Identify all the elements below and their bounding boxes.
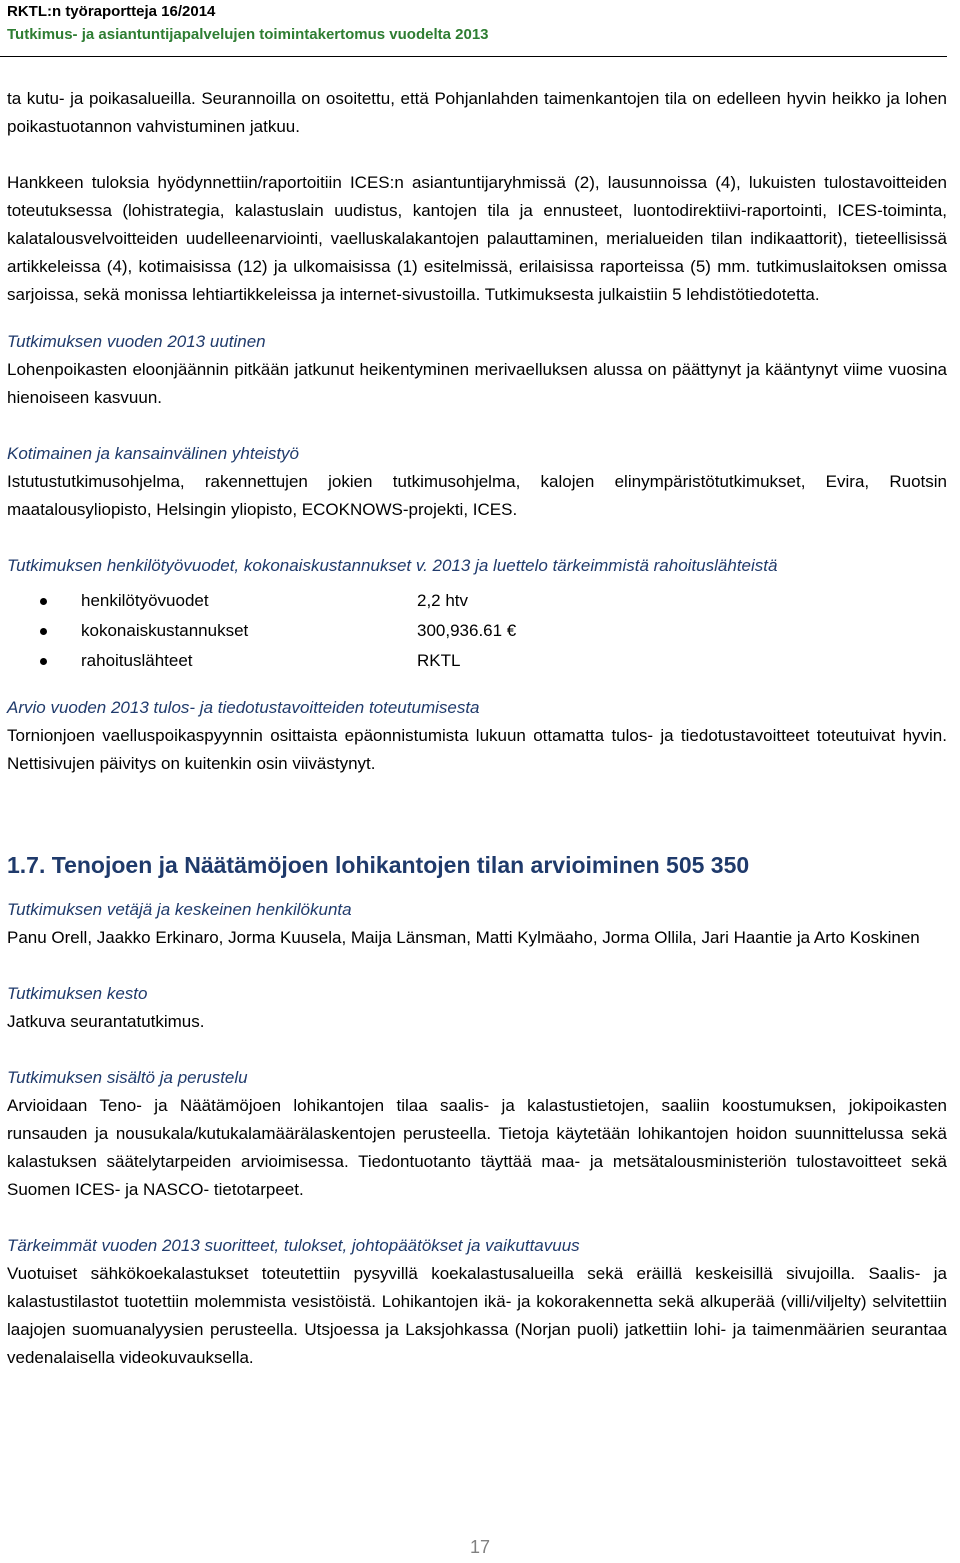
- bullet-icon: [40, 628, 47, 635]
- list-item: [7, 586, 947, 616]
- header-divider: [0, 56, 947, 57]
- resource-value: 2,2 htv: [417, 591, 469, 610]
- cooperation-heading: Kotimainen ja kansainvälinen yhteistyö: [7, 444, 300, 463]
- news-text: Lohenpoikasten eloonjäännin pitkään jatkunut heikentyminen merivaelluksen alussa on päättynyt ja kääntynyt viime vuosina hienoiseen kasvuun.: [7, 360, 947, 407]
- resource-label: henkilötyövuodet: [81, 591, 209, 610]
- section-title: 1.7. Tenojoen ja Näätämöjoen lohikantojen tilan arvioiminen 505 350: [7, 852, 750, 878]
- leader-text: Panu Orell, Jaakko Erkinaro, Jorma Kuusela, Maija Länsman, Matti Kylmäaho, Jorma Ollila, Jari Haantie ja Arto Koskinen: [7, 928, 920, 947]
- content-heading: Tutkimuksen sisältö ja perustelu: [7, 1068, 248, 1087]
- resource-label: rahoituslähteet: [81, 651, 193, 670]
- document-body: [7, 85, 947, 1372]
- content-text: Arvioidaan Teno- ja Näätämöjoen lohikantojen tilaa saalis- ja kalastustietojen, saaliin koostumuksen, jokipoikasten runsauden ja nousukala/kutukalamäärälaskentojen perusteella. Tietoja käytetään lohikantojen hoidon suunnittelussa sekä kalastuksen säätelytarpeiden arvioimisessa. Tiedontuotanto täyttää maa- ja metsätalousministeriön tulostavoitteet sekä Suomen ICES- ja NASCO- tietotarpeet.: [7, 1096, 947, 1199]
- list-item: [7, 616, 947, 646]
- resource-value: RKTL: [417, 651, 461, 670]
- duration-heading: Tutkimuksen kesto: [7, 984, 148, 1003]
- resource-label: kokonaiskustannukset: [81, 621, 249, 640]
- intro-paragraph-1: ta kutu- ja poikasalueilla. Seurannoilla on osoitettu, että Pohjanlahden taimenkantojen tila on edelleen hyvin heikko ja lohen poikastuotannon vahvistuminen jatkuu.: [7, 89, 947, 136]
- resource-value: 300,936.61 €: [417, 621, 517, 640]
- list-item: [7, 646, 947, 676]
- achievements-heading: Tärkeimmät vuoden 2013 suoritteet, tulokset, johtopäätökset ja vaikuttavuus: [7, 1236, 580, 1255]
- resources-heading: Tutkimuksen henkilötyövuodet, kokonaiskustannukset v. 2013 ja luettelo tärkeimmistä rahoituslähteistä: [7, 556, 778, 575]
- news-heading: Tutkimuksen vuoden 2013 uutinen: [7, 332, 266, 351]
- bullet-icon: [40, 598, 47, 605]
- page-number: 17: [469, 1537, 491, 1557]
- duration-text: Jatkuva seurantatutkimus.: [7, 1012, 205, 1031]
- report-series-title: RKTL:n työraportteja 16/2014: [7, 3, 216, 20]
- report-subtitle: Tutkimus- ja asiantuntijapalvelujen toimintakertomus vuodelta 2013: [7, 26, 489, 43]
- bullet-icon: [40, 658, 47, 665]
- evaluation-heading: Arvio vuoden 2013 tulos- ja tiedotustavoitteiden toteutumisesta: [7, 698, 480, 717]
- evaluation-text: Tornionjoen vaelluspoikaspyynnin osittaista epäonnistumista lukuun ottamatta tulos- ja tiedotustavoitteet toteutuivat hyvin. Nettisivujen päivitys on kuitenkin osin viivästynyt.: [7, 726, 947, 773]
- cooperation-text: Istutustutkimusohjelma, rakennettujen jokien tutkimusohjelma, kalojen elinympäristötutkimukset, Evira, Ruotsin maatalousyliopisto, Helsingin yliopisto, ECOKNOWS-projekti, ICES.: [7, 472, 947, 519]
- achievements-text: Vuotuiset sähkökoekalastukset toteutettiin pysyvillä koekalastusalueilla sekä eräillä keskeisillä sivujoilla. Saalis- ja kalastustilastot tuotettiin molemmista vesistöistä. Lohikantojen ikä- ja kokorakennetta sekä alkuperää (villi/viljelty) selvitettiin laajojen suomuanalyysien perusteella. Utsjoessa ja Laksjohkassa (Norjan puoli) jatkettiin lohi- ja taimenmäärien seurantaa vedenalaisella videokuvauksella.: [7, 1264, 947, 1367]
- page-header: [7, 0, 947, 45]
- intro-paragraph-2: Hankkeen tuloksia hyödynnettiin/raportoitiin ICES:n asiantuntijaryhmissä (2), lausunnoissa (4), lukuisten tulostavoitteiden toteutuksessa (lohistrategia, kalastuslain uudistus, kantojen tila ja ennusteet, luontodirektiivi-raportointi, ICES-toiminta, kalatalousvelvoitteiden uudelleenarviointi, vaelluskalakantojen palauttaminen, merialueiden tilan indikaattorit), tieteellisissä artikkeleissa (4), kotimaisissa (12) ja ulkomaisissa (1) esitelmissä, erilaisissa raporteissa (5) mm. tutkimuslaitoksen omissa sarjoissa, sekä monissa lehtiartikkeleissa ja internet-sivustoilla. Tutkimuksesta julkaistiin 5 lehdistötiedotetta.: [7, 173, 947, 304]
- resources-list: [7, 586, 947, 676]
- leader-heading: Tutkimuksen vetäjä ja keskeinen henkilökunta: [7, 900, 352, 919]
